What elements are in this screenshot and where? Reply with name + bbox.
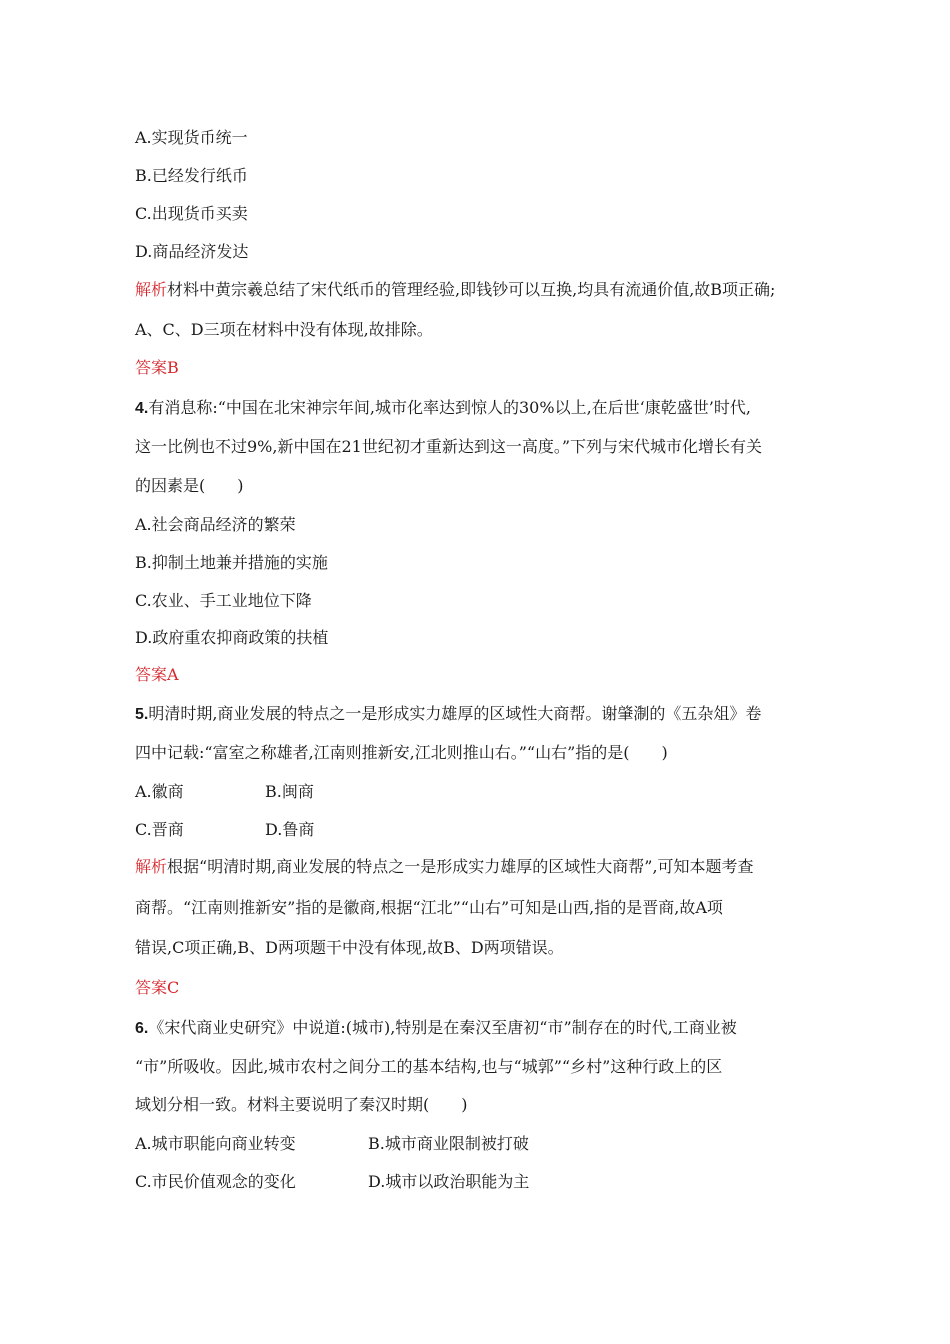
q5-option-d: D.鲁商: [265, 820, 315, 839]
q5-analysis-text-1: 根据“明清时期,商业发展的特点之一是形成实力雄厚的区域性大商帮”,可知本题考查: [167, 857, 754, 876]
q5-answer-label: 答案: [135, 978, 168, 997]
q5-option-c: C.晋商: [135, 820, 184, 839]
q6-option-c: C.市民价值观念的变化: [135, 1172, 296, 1191]
q5-number: 5.: [135, 706, 149, 723]
q5-answer-value: C: [167, 978, 180, 997]
q5-stem-line-1: [135, 703, 761, 726]
q5-stem-line-2: 四中记载:“富室之称雄者,江南则推新安,江北则推山右。”“山右”指的是( ): [135, 743, 668, 762]
q3-option-b: B.已经发行纸币: [135, 166, 248, 185]
q4-answer: [135, 664, 179, 686]
q3-option-d: D.商品经济发达: [135, 242, 249, 261]
q4-option-a: A.社会商品经济的繁荣: [135, 515, 296, 534]
q6-option-row-2: [135, 1171, 530, 1193]
q6-option-row-1: [135, 1133, 529, 1155]
q3-option-c: C.出现货币买卖: [135, 204, 248, 223]
q5-analysis-label: 解析: [135, 857, 168, 876]
q3-option-a: A.实现货币统一: [135, 128, 248, 147]
q3-answer-label: 答案: [135, 358, 168, 377]
q4-option-c: C.农业、手工业地位下降: [135, 591, 312, 610]
q3-analysis-line-1: [135, 279, 775, 301]
q6-stem-text-1: 《宋代商业史研究》中说道:(城市),特别是在秦汉至唐初“市”制存在的时代,工商业被: [148, 1018, 737, 1037]
q4-stem-line-3: 的因素是( ): [135, 476, 244, 495]
q3-answer-value: B: [167, 358, 179, 377]
q4-stem-text-1: 有消息称:“中国在北宋神宗年间,城市化率达到惊人的30%以上,在后世‘康乾盛世’时代,: [148, 398, 751, 417]
q5-option-row-2: [135, 819, 315, 841]
q6-option-a: A.城市职能向商业转变: [135, 1134, 296, 1153]
q5-option-row-1: [135, 781, 314, 803]
q5-option-b: B.闽商: [265, 782, 314, 801]
q3-analysis-line-2: A、C、D三项在材料中没有体现,故排除。: [135, 320, 433, 339]
q6-option-b: B.城市商业限制被打破: [368, 1134, 529, 1153]
q5-answer: [135, 977, 179, 999]
q4-stem-line-2: 这一比例也不过9%,新中国在21世纪初才重新达到这一高度。”下列与宋代城市化增长有关: [135, 437, 763, 456]
q6-stem-line-3: 域划分相一致。材料主要说明了秦汉时期( ): [135, 1095, 468, 1114]
q3-analysis-label: 解析: [135, 280, 168, 299]
q5-analysis-line-2: 商帮。“江南则推新安”指的是徽商,根据“江北”“山右”可知是山西,指的是晋商,故A项: [135, 898, 723, 917]
q4-option-d: D.政府重农抑商政策的扶植: [135, 628, 329, 647]
q6-option-d: D.城市以政治职能为主: [368, 1172, 530, 1191]
q5-stem-text-1: 明清时期,商业发展的特点之一是形成实力雄厚的区域性大商帮。谢肇淛的《五杂俎》卷: [148, 704, 762, 723]
q4-option-b: B.抑制土地兼并措施的实施: [135, 553, 328, 572]
q4-stem-line-1: [135, 397, 751, 420]
q4-answer-value: A: [167, 665, 179, 684]
q3-answer: [135, 357, 179, 379]
q6-number: 6.: [135, 1020, 149, 1037]
q6-stem-line-1: [135, 1017, 737, 1040]
q5-analysis-line-1: [135, 856, 754, 878]
q4-number: 4.: [135, 400, 149, 417]
q3-analysis-text-1: 材料中黄宗羲总结了宋代纸币的管理经验,即钱钞可以互换,均具有流通价值,故B项正确;: [167, 280, 776, 299]
q6-stem-line-2: “市”所吸收。因此,城市农村之间分工的基本结构,也与“城郭”“乡村”这种行政上的区: [135, 1057, 723, 1076]
q5-analysis-line-3: 错误,C项正确,B、D两项题干中没有体现,故B、D两项错误。: [135, 938, 564, 957]
q4-answer-label: 答案: [135, 665, 168, 684]
q5-option-a: A.徽商: [135, 782, 184, 801]
